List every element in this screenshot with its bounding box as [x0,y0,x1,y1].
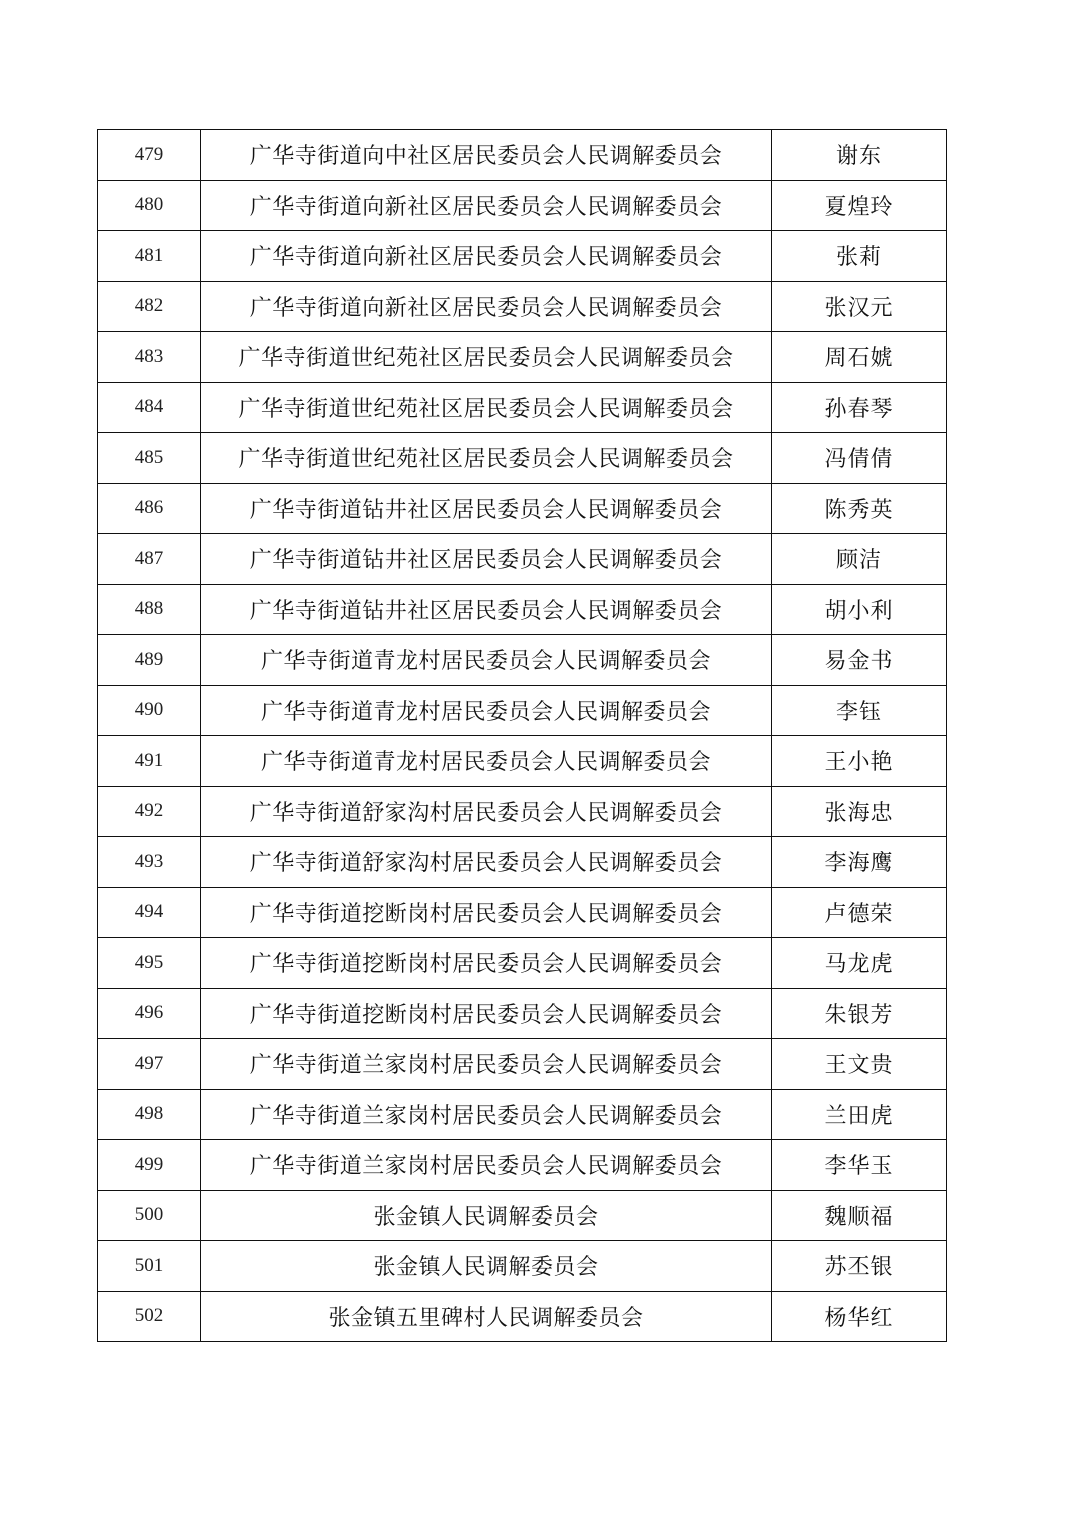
row-number-cell: 502 [98,1291,201,1342]
table-row [98,1291,947,1342]
table-row [98,635,947,686]
row-number-cell: 496 [98,988,201,1039]
row-number-cell: 483 [98,332,201,383]
table-row [98,1089,947,1140]
mediator-name-cell: 谢东 [772,130,947,181]
table-row [98,1241,947,1292]
table-row [98,231,947,282]
mediator-name-cell: 李华玉 [772,1140,947,1191]
row-number-cell: 495 [98,938,201,989]
mediator-name-cell: 朱银芳 [772,988,947,1039]
organization-cell: 广华寺街道向新社区居民委员会人民调解委员会 [201,231,772,282]
table-row [98,1140,947,1191]
organization-cell: 广华寺街道钻井社区居民委员会人民调解委员会 [201,584,772,635]
organization-cell: 广华寺街道钻井社区居民委员会人民调解委员会 [201,534,772,585]
mediator-name-cell: 顾洁 [772,534,947,585]
mediator-name-cell: 孙春琴 [772,382,947,433]
organization-cell: 张金镇人民调解委员会 [201,1190,772,1241]
table-row [98,685,947,736]
row-number-cell: 489 [98,635,201,686]
organization-cell: 广华寺街道世纪苑社区居民委员会人民调解委员会 [201,433,772,484]
organization-cell: 广华寺街道青龙村居民委员会人民调解委员会 [201,635,772,686]
row-number-cell: 493 [98,837,201,888]
organization-cell: 广华寺街道兰家岗村居民委员会人民调解委员会 [201,1140,772,1191]
mediator-name-cell: 魏顺福 [772,1190,947,1241]
table-row [98,988,947,1039]
table-row [98,281,947,332]
roster-table-body [98,130,947,1342]
row-number-cell: 486 [98,483,201,534]
organization-cell: 广华寺街道世纪苑社区居民委员会人民调解委员会 [201,382,772,433]
row-number-cell: 484 [98,382,201,433]
table-row [98,736,947,787]
organization-cell: 广华寺街道兰家岗村居民委员会人民调解委员会 [201,1089,772,1140]
row-number-cell: 481 [98,231,201,282]
row-number-cell: 487 [98,534,201,585]
row-number-cell: 497 [98,1039,201,1090]
organization-cell: 广华寺街道挖断岗村居民委员会人民调解委员会 [201,938,772,989]
mediator-name-cell: 李钰 [772,685,947,736]
mediator-name-cell: 王文贵 [772,1039,947,1090]
row-number-cell: 492 [98,786,201,837]
row-number-cell: 499 [98,1140,201,1191]
mediator-name-cell: 胡小利 [772,584,947,635]
row-number-cell: 494 [98,887,201,938]
organization-cell: 张金镇人民调解委员会 [201,1241,772,1292]
mediator-name-cell: 易金书 [772,635,947,686]
mediator-name-cell: 张莉 [772,231,947,282]
organization-cell: 广华寺街道青龙村居民委员会人民调解委员会 [201,736,772,787]
table-row [98,534,947,585]
organization-cell: 广华寺街道世纪苑社区居民委员会人民调解委员会 [201,332,772,383]
organization-cell: 广华寺街道挖断岗村居民委员会人民调解委员会 [201,988,772,1039]
row-number-cell: 498 [98,1089,201,1140]
mediator-name-cell: 马龙虎 [772,938,947,989]
table-row [98,433,947,484]
organization-cell: 广华寺街道舒家沟村居民委员会人民调解委员会 [201,837,772,888]
table-row [98,130,947,181]
mediator-name-cell: 张汉元 [772,281,947,332]
mediator-name-cell: 冯倩倩 [772,433,947,484]
row-number-cell: 482 [98,281,201,332]
organization-cell: 广华寺街道青龙村居民委员会人民调解委员会 [201,685,772,736]
mediator-name-cell: 苏丕银 [772,1241,947,1292]
table-row [98,938,947,989]
mediator-name-cell: 李海鹰 [772,837,947,888]
row-number-cell: 485 [98,433,201,484]
mediator-roster-table [97,129,947,1342]
organization-cell: 广华寺街道挖断岗村居民委员会人民调解委员会 [201,887,772,938]
table-row [98,483,947,534]
organization-cell: 广华寺街道兰家岗村居民委员会人民调解委员会 [201,1039,772,1090]
table-row [98,332,947,383]
row-number-cell: 501 [98,1241,201,1292]
mediator-name-cell: 陈秀英 [772,483,947,534]
row-number-cell: 491 [98,736,201,787]
organization-cell: 广华寺街道向新社区居民委员会人民调解委员会 [201,180,772,231]
mediator-name-cell: 卢德荣 [772,887,947,938]
organization-cell: 广华寺街道向中社区居民委员会人民调解委员会 [201,130,772,181]
mediator-name-cell: 王小艳 [772,736,947,787]
table-row [98,1190,947,1241]
mediator-name-cell: 夏煌玲 [772,180,947,231]
organization-cell: 广华寺街道向新社区居民委员会人民调解委员会 [201,281,772,332]
row-number-cell: 490 [98,685,201,736]
table-row [98,887,947,938]
table-row [98,584,947,635]
row-number-cell: 500 [98,1190,201,1241]
mediator-name-cell: 兰田虎 [772,1089,947,1140]
organization-cell: 广华寺街道舒家沟村居民委员会人民调解委员会 [201,786,772,837]
mediator-name-cell: 周石婋 [772,332,947,383]
mediator-name-cell: 张海忠 [772,786,947,837]
row-number-cell: 480 [98,180,201,231]
row-number-cell: 479 [98,130,201,181]
table-row [98,180,947,231]
table-row [98,382,947,433]
organization-cell: 广华寺街道钻井社区居民委员会人民调解委员会 [201,483,772,534]
table-row [98,837,947,888]
mediator-name-cell: 杨华红 [772,1291,947,1342]
table-row [98,786,947,837]
table-row [98,1039,947,1090]
row-number-cell: 488 [98,584,201,635]
organization-cell: 张金镇五里碑村人民调解委员会 [201,1291,772,1342]
